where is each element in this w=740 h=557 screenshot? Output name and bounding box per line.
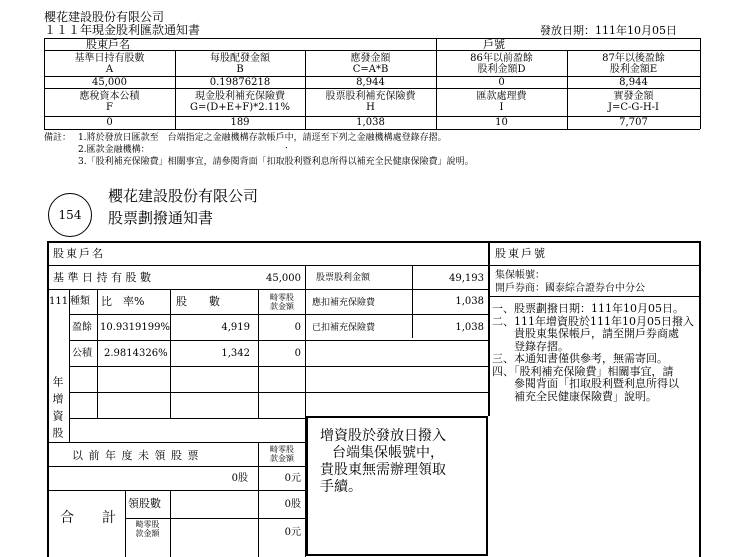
row-shares: 4,919 <box>221 322 250 333</box>
total-lots: 0股 <box>284 499 301 510</box>
notes-label: 備註： <box>44 133 72 143</box>
val-amount-due: 8,944 <box>356 77 385 88</box>
total-frac-label: 畸零股 款金額 <box>135 520 160 538</box>
hdr-pre86: 86年以前盈餘 股利金額D <box>470 53 533 75</box>
row-shares: 1,342 <box>221 348 250 359</box>
hdr-taxable-capital: 應稅資本公積 F <box>79 91 140 113</box>
notice-title: １１１年現金股利匯款通知書 <box>44 23 201 37</box>
total-frac: 0元 <box>284 527 301 538</box>
row-frac: 0 <box>294 322 301 333</box>
col-type: 種類 <box>70 296 90 307</box>
serial-badge: 154 <box>48 193 92 237</box>
hdr-amount-due: 應發金額 C=A*B <box>350 53 391 75</box>
paid-value: 1,038 <box>455 322 484 333</box>
val-net-amount: 7,707 <box>619 117 648 128</box>
hdr-base-shares: 基準日持有股數 A <box>74 53 145 75</box>
dot-mark: ． <box>285 141 295 151</box>
shareholder-name-label: 股東戶名 <box>86 38 130 51</box>
col-fraction: 畸零股 款金額 <box>270 293 294 311</box>
paid-label: 已扣補充保險費 <box>312 323 376 333</box>
custody-label: 集保帳號： <box>495 270 545 281</box>
val-cash-premium: 189 <box>230 117 250 128</box>
total-lots-label: 領股數 <box>128 497 161 510</box>
issue-date: 發放日期：111年10月05日 <box>540 24 677 37</box>
company-name: 櫻花建設股份有限公司 <box>44 10 165 24</box>
total-label: 合 計 <box>60 510 116 526</box>
broker-name: 開戶券商：國泰綜合證券台中分公 <box>495 283 645 294</box>
hdr-remit-fee: 匯款處理費 I <box>476 91 527 113</box>
shareholder-label: 股東戶名 <box>53 247 105 260</box>
year-label: 111 <box>49 296 69 307</box>
hdr-per-share: 每股配發金額 B <box>210 53 270 75</box>
info-list: 一、股票劃撥日期：111年10月05日。 二、111年增資股於111年10月05日撥入 貴股東集保帳戶，請至開戶券商處 登錄存摺。 三、本通知書僅供參考，無需寄回。 四、「股利補充保險費」相關事宜，請 參閱背面「扣取股利暨利息所得以 補充全民健康保險費」說明。 <box>492 302 694 403</box>
stock-div-label: 股票股利金額 <box>316 273 371 283</box>
row-type: 公積 <box>72 348 92 359</box>
row-ratio: 10.9319199% <box>100 322 170 333</box>
val-stock-premium: 1,038 <box>356 117 385 128</box>
prior-amount: 0元 <box>284 473 301 484</box>
bottom-company: 櫻花建設股份有限公司 <box>108 187 259 205</box>
note-1: 1.將於發放日匯款至 台端指定之金融機構存款帳戶中，請逕至下列之金融機構處登錄存摺。 <box>78 133 447 143</box>
bottom-title: 股票劃撥通知書 <box>108 209 214 227</box>
row-type: 盈餘 <box>72 322 92 333</box>
val-remit-fee: 10 <box>495 117 508 128</box>
side-label: 年增資股 <box>51 376 64 444</box>
base-shares-label: 基 準 日 持 有 股 數 <box>53 271 151 284</box>
col-shares: 股 數 <box>176 295 220 308</box>
account-no-label: 戶號 <box>483 38 505 51</box>
row-frac: 0 <box>294 348 301 359</box>
col-ratio: 比 率% <box>101 295 145 308</box>
note-2: 2.匯款金融機構： <box>78 145 150 155</box>
hdr-stock-premium: 股票股利補充保險費 H <box>325 91 416 113</box>
val-pre86: 0 <box>498 77 505 88</box>
notice-text: 增資股於發放日撥入 台端集保帳號中， 貴股東無需辦理領取 手續。 <box>320 428 446 495</box>
row-ratio: 2.9814326% <box>104 348 168 359</box>
val-base-shares: 45,000 <box>92 77 127 88</box>
val-per-share: 0.19876218 <box>209 77 271 88</box>
note-3: 3.「股利補充保險費」相關事宜，請參閱背面「扣取股利暨利息所得以補充全民健康保險費」說明。 <box>78 157 474 167</box>
hdr-net-amount: 實發金額 J=C-G-H-I <box>607 91 660 113</box>
hdr-post87: 87年以後盈餘 股利金額E <box>602 53 665 75</box>
val-post87: 8,944 <box>619 77 648 88</box>
withheld-value: 1,038 <box>455 296 484 307</box>
account-label: 股東戶號 <box>495 247 547 260</box>
hdr-cash-premium: 現金股利補充保險費 G=(D+E+F)*2.11% <box>190 91 290 113</box>
stock-div-value: 49,193 <box>449 273 484 284</box>
withheld-label: 應扣補充保險費 <box>312 298 376 308</box>
prior-shares: 0股 <box>231 473 248 484</box>
base-shares-value: 45,000 <box>266 273 301 284</box>
prior-label: 以 前 年 度 未 領 股 票 <box>72 449 200 462</box>
val-taxable-capital: 0 <box>106 117 113 128</box>
